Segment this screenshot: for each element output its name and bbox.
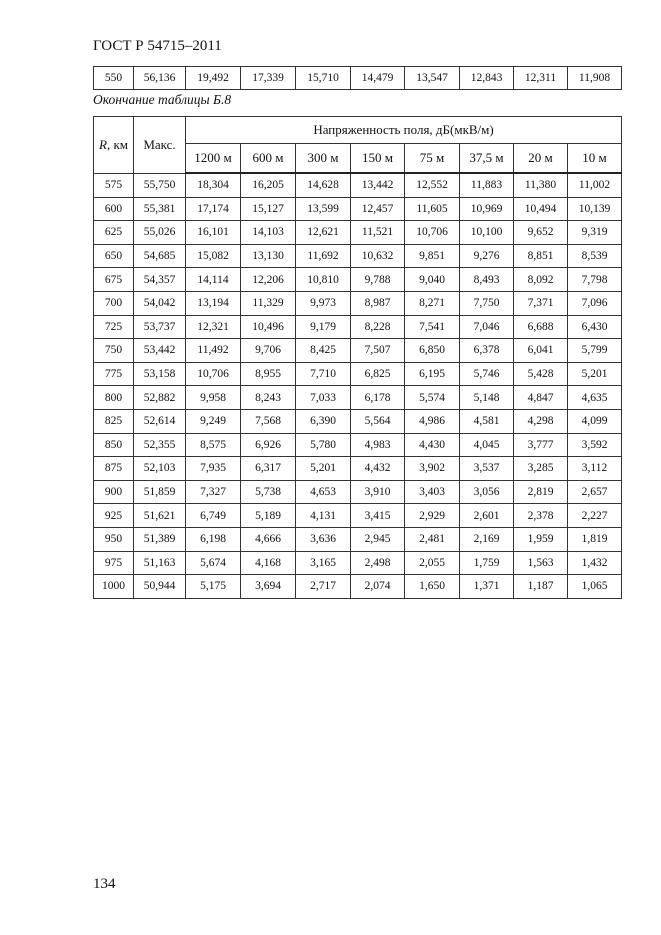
table-cell: 4,168 bbox=[241, 551, 296, 575]
table-cell: 11,692 bbox=[296, 244, 351, 268]
table-cell: 10,706 bbox=[186, 362, 241, 386]
table-cell: 10,100 bbox=[460, 221, 514, 245]
table-cell: 3,056 bbox=[460, 480, 514, 504]
table-cell: 55,381 bbox=[134, 197, 186, 221]
table-cell: 1,650 bbox=[405, 575, 460, 599]
table-cell: 3,592 bbox=[568, 433, 622, 457]
header-row bbox=[94, 117, 622, 144]
table-cell: 9,788 bbox=[351, 268, 405, 292]
table-cell: 6,195 bbox=[405, 362, 460, 386]
table-cell: 51,389 bbox=[134, 527, 186, 551]
table-cell: 575 bbox=[94, 173, 134, 197]
table-cell: 1,187 bbox=[514, 575, 568, 599]
table-cell: 8,851 bbox=[514, 244, 568, 268]
table-cell: 750 bbox=[94, 339, 134, 363]
table-cell: 5,148 bbox=[460, 386, 514, 410]
table-cell: 6,378 bbox=[460, 339, 514, 363]
table-cell: 53,442 bbox=[134, 339, 186, 363]
table-cell: 3,403 bbox=[405, 480, 460, 504]
table-cell: 7,507 bbox=[351, 339, 405, 363]
table-cell: 10,139 bbox=[568, 197, 622, 221]
table-cell: 55,026 bbox=[134, 221, 186, 245]
table-cell: 7,935 bbox=[186, 457, 241, 481]
table-cell: 600 bbox=[94, 197, 134, 221]
table-cell: 8,425 bbox=[296, 339, 351, 363]
table-cell: 4,099 bbox=[568, 409, 622, 433]
table-cell: 4,581 bbox=[460, 409, 514, 433]
table-cell: 4,298 bbox=[514, 409, 568, 433]
table-cell: 50,944 bbox=[134, 575, 186, 599]
table-cell: 1,819 bbox=[568, 527, 622, 551]
max-column-header: Макс. bbox=[134, 117, 186, 174]
table-row bbox=[94, 409, 622, 433]
table-cell: 11,380 bbox=[514, 173, 568, 197]
table-cell: 6,430 bbox=[568, 315, 622, 339]
table-cell: 2,169 bbox=[460, 527, 514, 551]
table-cell: 12,321 bbox=[186, 315, 241, 339]
table-cell: 8,987 bbox=[351, 291, 405, 315]
table-cell: 19,492 bbox=[186, 67, 241, 90]
height-column-header: 600 м bbox=[241, 144, 296, 174]
table-cell: 10,969 bbox=[460, 197, 514, 221]
table-cell: 5,189 bbox=[241, 504, 296, 528]
field-strength-group-header: Напряженность поля, дБ(мкВ/м) bbox=[186, 117, 622, 144]
document-header: ГОСТ Р 54715–2011 bbox=[93, 38, 222, 54]
table-row bbox=[94, 433, 622, 457]
table-cell: 625 bbox=[94, 221, 134, 245]
table-cell: 975 bbox=[94, 551, 134, 575]
table-row bbox=[94, 386, 622, 410]
table-cell: 13,130 bbox=[241, 244, 296, 268]
table-row bbox=[94, 221, 622, 245]
table-cell: 925 bbox=[94, 504, 134, 528]
table-cell: 8,493 bbox=[460, 268, 514, 292]
table-cell: 12,843 bbox=[460, 67, 514, 90]
table-cell: 9,319 bbox=[568, 221, 622, 245]
table-cell: 17,174 bbox=[186, 197, 241, 221]
table-cell: 15,127 bbox=[241, 197, 296, 221]
table-cell: 53,158 bbox=[134, 362, 186, 386]
table-cell: 52,103 bbox=[134, 457, 186, 481]
table-cell: 3,777 bbox=[514, 433, 568, 457]
table-row bbox=[94, 339, 622, 363]
table-cell: 2,929 bbox=[405, 504, 460, 528]
table-cell: 8,243 bbox=[241, 386, 296, 410]
table-cell: 6,178 bbox=[351, 386, 405, 410]
table-cell: 5,746 bbox=[460, 362, 514, 386]
table-cell: 12,206 bbox=[241, 268, 296, 292]
table-cell: 3,537 bbox=[460, 457, 514, 481]
table-row bbox=[94, 315, 622, 339]
table-cell: 5,574 bbox=[405, 386, 460, 410]
table-cell: 5,799 bbox=[568, 339, 622, 363]
table-cell: 2,717 bbox=[296, 575, 351, 599]
table-row bbox=[94, 268, 622, 292]
table-cell: 52,355 bbox=[134, 433, 186, 457]
table-cell: 6,390 bbox=[296, 409, 351, 433]
table-cell: 1,371 bbox=[460, 575, 514, 599]
table-cell: 3,112 bbox=[568, 457, 622, 481]
table-cell: 14,114 bbox=[186, 268, 241, 292]
table-cell: 1000 bbox=[94, 575, 134, 599]
table-cell: 56,136 bbox=[134, 67, 186, 90]
table-cell: 11,883 bbox=[460, 173, 514, 197]
table-cell: 12,311 bbox=[514, 67, 568, 90]
table-row bbox=[94, 67, 622, 90]
table-cell: 5,564 bbox=[351, 409, 405, 433]
table-cell: 6,198 bbox=[186, 527, 241, 551]
table-cell: 4,432 bbox=[351, 457, 405, 481]
table-cell: 13,442 bbox=[351, 173, 405, 197]
table-cell: 875 bbox=[94, 457, 134, 481]
table-cell: 6,041 bbox=[514, 339, 568, 363]
table-cell: 51,621 bbox=[134, 504, 186, 528]
table-cell: 3,902 bbox=[405, 457, 460, 481]
page-number: 134 bbox=[93, 876, 116, 892]
table-cell: 5,201 bbox=[296, 457, 351, 481]
table-cell: 8,955 bbox=[241, 362, 296, 386]
table-cell: 54,042 bbox=[134, 291, 186, 315]
table-cell: 55,750 bbox=[134, 173, 186, 197]
table-cell: 13,547 bbox=[405, 67, 460, 90]
continued-row-table bbox=[93, 66, 622, 90]
table-cell: 1,759 bbox=[460, 551, 514, 575]
table-cell: 11,908 bbox=[568, 67, 622, 90]
table-cell: 5,674 bbox=[186, 551, 241, 575]
table-row bbox=[94, 457, 622, 481]
table-cell: 8,575 bbox=[186, 433, 241, 457]
table-cell: 5,780 bbox=[296, 433, 351, 457]
table-cell: 2,378 bbox=[514, 504, 568, 528]
table-cell: 8,092 bbox=[514, 268, 568, 292]
table-cell: 18,304 bbox=[186, 173, 241, 197]
table-cell: 2,945 bbox=[351, 527, 405, 551]
table-cell: 650 bbox=[94, 244, 134, 268]
table-cell: 725 bbox=[94, 315, 134, 339]
table-cell: 2,055 bbox=[405, 551, 460, 575]
table-cell: 3,694 bbox=[241, 575, 296, 599]
table-row bbox=[94, 291, 622, 315]
table-cell: 10,706 bbox=[405, 221, 460, 245]
table-cell: 10,810 bbox=[296, 268, 351, 292]
table-cell: 800 bbox=[94, 386, 134, 410]
table-cell: 2,819 bbox=[514, 480, 568, 504]
table-cell: 1,432 bbox=[568, 551, 622, 575]
table-cell: 950 bbox=[94, 527, 134, 551]
table-cell: 550 bbox=[94, 67, 134, 90]
table-cell: 2,481 bbox=[405, 527, 460, 551]
distance-column-header: R, км bbox=[94, 117, 134, 174]
height-column-header: 1200 м bbox=[186, 144, 241, 174]
table-cell: 9,652 bbox=[514, 221, 568, 245]
table-cell: 53,737 bbox=[134, 315, 186, 339]
table-row bbox=[94, 504, 622, 528]
table-cell: 9,249 bbox=[186, 409, 241, 433]
table-row bbox=[94, 244, 622, 268]
table-cell: 7,541 bbox=[405, 315, 460, 339]
table-cell: 2,074 bbox=[351, 575, 405, 599]
table-cell: 5,175 bbox=[186, 575, 241, 599]
table-cell: 5,738 bbox=[241, 480, 296, 504]
table-cell: 10,496 bbox=[241, 315, 296, 339]
table-cell: 3,910 bbox=[351, 480, 405, 504]
table-cell: 11,492 bbox=[186, 339, 241, 363]
table-cell: 1,065 bbox=[568, 575, 622, 599]
table-cell: 6,749 bbox=[186, 504, 241, 528]
height-column-header: 37,5 м bbox=[460, 144, 514, 174]
table-cell: 6,926 bbox=[241, 433, 296, 457]
table-cell: 9,040 bbox=[405, 268, 460, 292]
table-cell: 14,479 bbox=[351, 67, 405, 90]
table-cell: 1,959 bbox=[514, 527, 568, 551]
table-cell: 1,563 bbox=[514, 551, 568, 575]
table-row bbox=[94, 527, 622, 551]
table-cell: 3,636 bbox=[296, 527, 351, 551]
table-cell: 7,568 bbox=[241, 409, 296, 433]
table-cell: 6,825 bbox=[351, 362, 405, 386]
table-cell: 13,599 bbox=[296, 197, 351, 221]
table-cell: 8,271 bbox=[405, 291, 460, 315]
table-cell: 11,521 bbox=[351, 221, 405, 245]
table-cell: 11,329 bbox=[241, 291, 296, 315]
table-row bbox=[94, 551, 622, 575]
table-cell: 54,685 bbox=[134, 244, 186, 268]
table-cell: 2,601 bbox=[460, 504, 514, 528]
table-cell: 9,973 bbox=[296, 291, 351, 315]
table-cell: 6,688 bbox=[514, 315, 568, 339]
table-cell: 2,657 bbox=[568, 480, 622, 504]
table-cell: 8,539 bbox=[568, 244, 622, 268]
table-cell: 9,958 bbox=[186, 386, 241, 410]
table-cell: 7,096 bbox=[568, 291, 622, 315]
height-column-header: 150 м bbox=[351, 144, 405, 174]
table-cell: 700 bbox=[94, 291, 134, 315]
table-cell: 2,498 bbox=[351, 551, 405, 575]
table-cell: 11,605 bbox=[405, 197, 460, 221]
table-cell: 5,428 bbox=[514, 362, 568, 386]
table-cell: 51,859 bbox=[134, 480, 186, 504]
table-cell: 4,983 bbox=[351, 433, 405, 457]
table-cell: 4,131 bbox=[296, 504, 351, 528]
table-cell: 7,033 bbox=[296, 386, 351, 410]
table-cell: 3,285 bbox=[514, 457, 568, 481]
table-cell: 8,228 bbox=[351, 315, 405, 339]
table-cell: 6,317 bbox=[241, 457, 296, 481]
table-cell: 15,082 bbox=[186, 244, 241, 268]
table-cell: 900 bbox=[94, 480, 134, 504]
table-cell: 9,179 bbox=[296, 315, 351, 339]
table-cell: 3,165 bbox=[296, 551, 351, 575]
table-cell: 12,552 bbox=[405, 173, 460, 197]
table-cell: 2,227 bbox=[568, 504, 622, 528]
table-cell: 7,371 bbox=[514, 291, 568, 315]
table-row bbox=[94, 480, 622, 504]
table-row bbox=[94, 575, 622, 599]
height-column-header: 10 м bbox=[568, 144, 622, 174]
table-cell: 9,851 bbox=[405, 244, 460, 268]
table-cell: 17,339 bbox=[241, 67, 296, 90]
table-cell: 7,750 bbox=[460, 291, 514, 315]
table-cell: 9,706 bbox=[241, 339, 296, 363]
table-cell: 4,045 bbox=[460, 433, 514, 457]
table-cell: 52,882 bbox=[134, 386, 186, 410]
table-cell: 16,205 bbox=[241, 173, 296, 197]
table-cell: 7,798 bbox=[568, 268, 622, 292]
table-cell: 5,201 bbox=[568, 362, 622, 386]
table-cell: 16,101 bbox=[186, 221, 241, 245]
table-cell: 7,327 bbox=[186, 480, 241, 504]
height-column-header: 20 м bbox=[514, 144, 568, 174]
table-cell: 12,621 bbox=[296, 221, 351, 245]
table-cell: 10,632 bbox=[351, 244, 405, 268]
table-cell: 7,710 bbox=[296, 362, 351, 386]
height-column-header: 75 м bbox=[405, 144, 460, 174]
table-row bbox=[94, 197, 622, 221]
table-cell: 4,653 bbox=[296, 480, 351, 504]
table-cell: 11,002 bbox=[568, 173, 622, 197]
table-cell: 3,415 bbox=[351, 504, 405, 528]
table-cell: 14,628 bbox=[296, 173, 351, 197]
table-cell: 825 bbox=[94, 409, 134, 433]
table-caption: Окончание таблицы Б.8 bbox=[93, 92, 232, 107]
table-cell: 4,635 bbox=[568, 386, 622, 410]
table-cell: 4,847 bbox=[514, 386, 568, 410]
table-cell: 52,614 bbox=[134, 409, 186, 433]
table-cell: 850 bbox=[94, 433, 134, 457]
table-cell: 4,430 bbox=[405, 433, 460, 457]
field-strength-table bbox=[93, 116, 622, 599]
table-cell: 4,666 bbox=[241, 527, 296, 551]
table-row bbox=[94, 173, 622, 197]
table-cell: 15,710 bbox=[296, 67, 351, 90]
table-row bbox=[94, 362, 622, 386]
table-cell: 14,103 bbox=[241, 221, 296, 245]
table-cell: 13,194 bbox=[186, 291, 241, 315]
table-cell: 51,163 bbox=[134, 551, 186, 575]
height-column-header: 300 м bbox=[296, 144, 351, 174]
table-cell: 9,276 bbox=[460, 244, 514, 268]
table-cell: 675 bbox=[94, 268, 134, 292]
table-cell: 4,986 bbox=[405, 409, 460, 433]
table-cell: 7,046 bbox=[460, 315, 514, 339]
table-cell: 775 bbox=[94, 362, 134, 386]
table-cell: 6,850 bbox=[405, 339, 460, 363]
table-cell: 10,494 bbox=[514, 197, 568, 221]
table-cell: 54,357 bbox=[134, 268, 186, 292]
table-cell: 12,457 bbox=[351, 197, 405, 221]
